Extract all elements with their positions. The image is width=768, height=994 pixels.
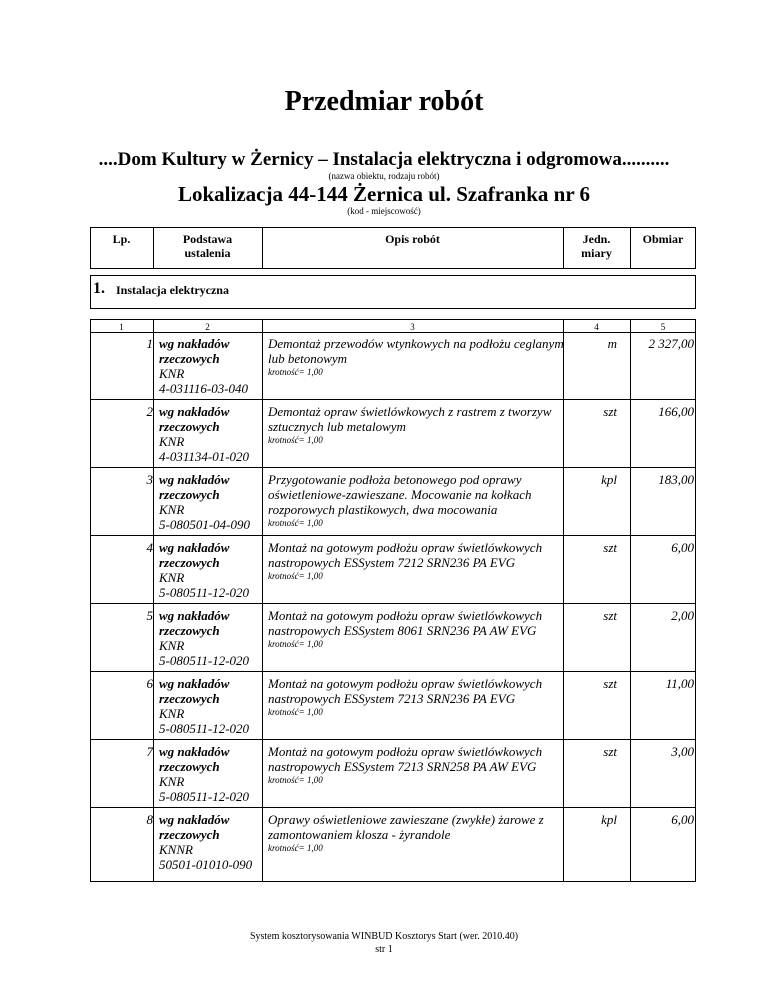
- table-row: [90, 404, 696, 467]
- row-basis-code: 5-080511-12-020: [159, 721, 250, 736]
- row-basis-line1: wg nakładów: [159, 608, 230, 623]
- row-basis-catalog: KNR: [159, 774, 185, 789]
- row-basis-line2: rzeczowych: [159, 487, 220, 502]
- row-basis-catalog: KNR: [159, 706, 185, 721]
- row-quantity: 2,00: [671, 608, 694, 623]
- row-basis-line1: wg nakładów: [159, 472, 230, 487]
- row-description-text: Montaż na gotowym podłożu opraw świetlówkowych nastropowych ESSystem 7213 SRN236 PA EVG: [268, 676, 543, 706]
- row-basis: [159, 676, 259, 736]
- header-unit-line1: Jedn.: [582, 232, 611, 246]
- row-description: [268, 472, 568, 529]
- row-description-text: Demontaż przewodów wtynkowych na podłożu ceglanym lub betonowym: [268, 336, 564, 366]
- table-row: [90, 812, 696, 880]
- row-lp: 4: [146, 540, 153, 555]
- table-row: [90, 336, 696, 399]
- row-basis-catalog: KNR: [159, 502, 185, 517]
- row-multiplier: krotność= 1,00: [268, 571, 323, 581]
- row-unit: m: [607, 336, 617, 351]
- row-multiplier: krotność= 1,00: [268, 518, 323, 528]
- row-description-text: Montaż na gotowym podłożu opraw świetlówkowych nastropowych ESSystem 7212 SRN236 PA EVG: [268, 540, 543, 570]
- row-description-text: Przygotowanie podłoża betonowego pod oprawy oświetleniowe-zawieszane. Mocowanie na kołkach rozporowych plastikowych, dwa mocowania: [268, 472, 532, 517]
- row-description: [268, 608, 568, 650]
- row-basis-code: 50501-01010-090: [159, 857, 253, 872]
- row-unit: szt: [603, 540, 617, 555]
- row-divider: [90, 603, 696, 604]
- header-desc: Opis robót: [385, 232, 440, 246]
- row-divider: [90, 671, 696, 672]
- column-number-4: 4: [594, 322, 599, 332]
- footer-page-number: str 1: [375, 944, 393, 955]
- row-basis-catalog: KNR: [159, 570, 185, 585]
- location: Lokalizacja 44-144 Żernica ul. Szafranka nr 6: [177, 182, 591, 206]
- row-description: [268, 540, 568, 582]
- row-divider: [90, 535, 696, 536]
- row-multiplier: krotność= 1,00: [268, 775, 323, 785]
- row-basis-line1: wg nakładów: [159, 744, 230, 759]
- row-divider: [90, 807, 696, 808]
- row-lp: 7: [146, 744, 153, 759]
- row-basis: [159, 608, 259, 668]
- row-unit: kpl: [601, 812, 617, 827]
- header-basis-line2: ustalenia: [184, 246, 231, 260]
- row-quantity: 6,00: [671, 540, 694, 555]
- row-description-text: Demontaż opraw świetlówkowych z rastrem z tworzyw sztucznych lub metalowym: [268, 404, 552, 434]
- column-number-1: 1: [119, 322, 124, 332]
- row-basis-catalog: KNR: [159, 434, 185, 449]
- row-description-text: Montaż na gotowym podłożu opraw świetlówkowych nastropowych ESSystem 7213 SRN258 PA AW EVG: [268, 744, 543, 774]
- row-basis-code: 4-031134-01-020: [159, 449, 250, 464]
- row-quantity: 3,00: [671, 744, 694, 759]
- column-number-5: 5: [660, 322, 666, 332]
- row-description: [268, 812, 568, 854]
- row-basis-code: 5-080511-12-020: [159, 585, 250, 600]
- row-multiplier: krotność= 1,00: [268, 367, 323, 377]
- row-multiplier: krotność= 1,00: [268, 843, 323, 853]
- row-description: [268, 676, 568, 718]
- row-basis-line2: rzeczowych: [159, 351, 220, 366]
- row-basis: [159, 744, 259, 804]
- column-number-2: 2: [205, 322, 210, 332]
- column-number-3: 3: [410, 322, 415, 332]
- row-quantity: 11,00: [665, 676, 694, 691]
- row-quantity: 6,00: [671, 812, 694, 827]
- row-basis-line2: rzeczowych: [159, 555, 220, 570]
- page-title: Przedmiar robót: [284, 86, 484, 117]
- header-unit-line2: miary: [581, 246, 612, 260]
- row-lp: 1: [146, 336, 153, 351]
- column-numbers-divider: [90, 332, 696, 333]
- row-basis-code: 5-080511-12-020: [159, 653, 250, 668]
- row-basis: [159, 404, 259, 464]
- row-basis-line1: wg nakładów: [159, 540, 230, 555]
- location-caption: (kod - miejscowość): [347, 206, 421, 216]
- row-basis-line1: wg nakładów: [159, 404, 230, 419]
- row-multiplier: krotność= 1,00: [268, 639, 323, 649]
- row-basis-catalog: KNR: [159, 638, 185, 653]
- row-divider: [90, 739, 696, 740]
- row-basis-line2: rzeczowych: [159, 827, 220, 842]
- row-basis: [159, 812, 259, 872]
- header-qty: Obmiar: [642, 232, 684, 246]
- row-description: [268, 336, 568, 378]
- row-basis-line2: rzeczowych: [159, 691, 220, 706]
- row-quantity: 2 327,00: [648, 336, 694, 351]
- section-title: Instalacja elektryczna: [116, 283, 229, 297]
- table-row: [90, 472, 696, 535]
- row-lp: 3: [146, 472, 153, 487]
- row-basis-line1: wg nakładów: [159, 336, 230, 351]
- page-footer: [0, 930, 768, 956]
- object-name: ....Dom Kultury w Żernicy – Instalacja elektryczna i odgromowa..........: [98, 149, 670, 170]
- row-unit: szt: [603, 744, 617, 759]
- row-lp: 2: [146, 404, 153, 419]
- row-unit: szt: [603, 676, 617, 691]
- row-description-text: Montaż na gotowym podłożu opraw świetlówkowych nastropowych ESSystem 8061 SRN236 PA AW EVG: [268, 608, 543, 638]
- row-basis-code: 4-031116-03-040: [159, 381, 249, 396]
- row-basis-code: 5-080501-04-090: [159, 517, 250, 532]
- row-quantity: 166,00: [658, 404, 694, 419]
- row-basis-line2: rzeczowych: [159, 623, 220, 638]
- row-basis-code: 5-080511-12-020: [159, 789, 250, 804]
- row-quantity: 183,00: [658, 472, 694, 487]
- row-basis-line2: rzeczowych: [159, 419, 220, 434]
- section-number: 1.: [93, 280, 105, 297]
- object-caption: (nazwa obiektu, rodzaju robót): [328, 171, 440, 181]
- row-basis: [159, 540, 259, 600]
- header-basis: [153, 232, 262, 260]
- footer-software: System kosztorysowania WINBUD Kosztorys Start (wer. 2010.40): [249, 931, 519, 942]
- row-lp: 8: [146, 812, 153, 827]
- header-unit: [563, 232, 630, 260]
- table-row: [90, 540, 696, 603]
- row-basis: [159, 336, 259, 396]
- table-row: [90, 676, 696, 739]
- header-lp: Lp.: [112, 232, 131, 246]
- row-basis-line2: rzeczowych: [159, 759, 220, 774]
- row-basis-line1: wg nakładów: [159, 676, 230, 691]
- row-divider: [90, 467, 696, 468]
- row-unit: kpl: [601, 472, 617, 487]
- row-multiplier: krotność= 1,00: [268, 707, 323, 717]
- row-basis-catalog: KNR: [159, 366, 185, 381]
- row-lp: 5: [146, 608, 153, 623]
- table-row: [90, 744, 696, 807]
- row-basis-catalog: KNNR: [159, 842, 193, 857]
- header-basis-line1: Podstawa: [182, 232, 233, 246]
- row-description: [268, 744, 568, 786]
- row-basis: [159, 472, 259, 532]
- row-divider: [90, 399, 696, 400]
- row-description: [268, 404, 568, 446]
- row-unit: szt: [603, 608, 617, 623]
- table-row: [90, 608, 696, 671]
- row-lp: 6: [146, 676, 153, 691]
- row-basis-line1: wg nakładów: [159, 812, 230, 827]
- row-unit: szt: [603, 404, 617, 419]
- row-multiplier: krotność= 1,00: [268, 435, 323, 445]
- row-description-text: Oprawy oświetleniowe zawieszane (zwykłe) żarowe z zamontowaniem klosza - żyrandole: [268, 812, 544, 842]
